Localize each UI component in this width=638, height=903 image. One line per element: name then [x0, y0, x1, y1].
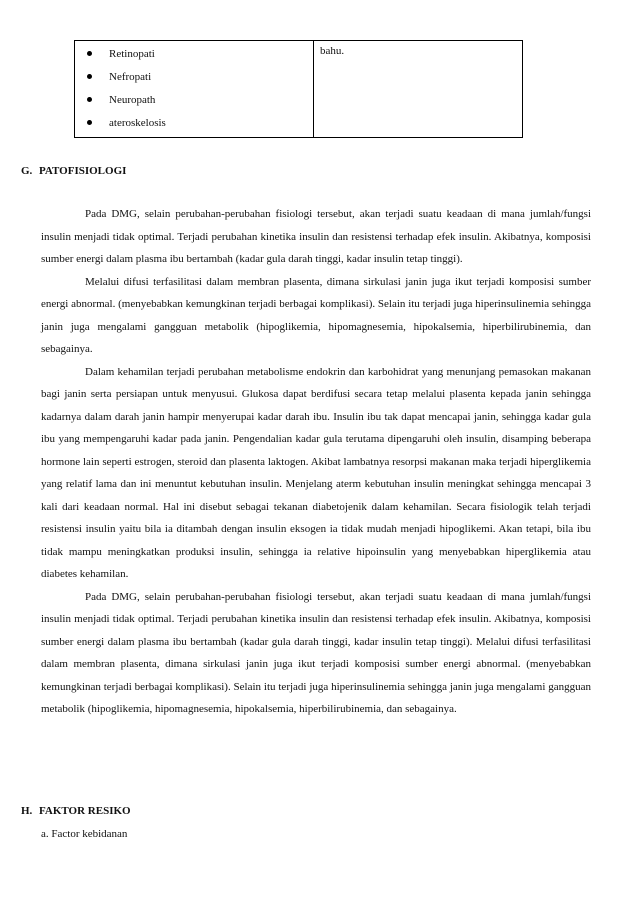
section-number: H.	[21, 805, 33, 817]
sub-item: a. Factor kebidanan	[41, 828, 128, 840]
list-item-text: ateroskelosis	[109, 117, 166, 129]
section-title: FAKTOR RESIKO	[39, 805, 131, 817]
list-item	[75, 89, 305, 111]
list-item	[75, 112, 305, 134]
paragraph: Pada DMG, selain perubahan-perubahan fisiologi tersebut, akan terjadi suatu keadaan di mana jumlah/fungsi insulin menjadi tidak optimal. Terjadi perubahan kinetika insulin dan resistensi terhadap efek insulin. Akibatnya, komposisi sumber energi dalam plasma ibu bertambah (kadar gula darah tinggi, kadar insulin tetap tinggi). Melalui difusi terfasilitasi dalam membran plasenta, dimana sirkulasi janin juga ikut terjadi komposisi sumber energi abnormal. (menyebabkan kemungkinan terjadi berbagai komplikasi). Selain itu terjadi juga hiperinsulinemia sehingga janin juga mengalami gangguan metabolik (hipoglikemia, hipomagnesemia, hipokalsemia, hiperbilirubinemia, dan sebagainya.	[41, 590, 591, 715]
bullet-icon	[87, 97, 92, 102]
list-item-text: Nefropati	[109, 71, 152, 83]
list-item-text: Retinopati	[109, 48, 155, 60]
section-heading-h	[21, 803, 131, 819]
bullet-icon	[87, 120, 92, 125]
list-item-text: Neuropath	[109, 94, 156, 106]
list-item	[75, 43, 305, 65]
paragraph: Melalui difusi terfasilitasi dalam membran plasenta, dimana sirkulasi janin juga ikut terjadi komposisi sumber energi abnormal. (menyebabkan kemungkinan terjadi berbagai komplikasi). Selain itu terjadi juga hiperinsulinemia sehingga janin juga mengalami gangguan metabolik (hipoglikemia, hipomagnesemia, hipokalsemia, hiperbilirubinemia, dan sebagainya.	[41, 275, 591, 355]
section-heading-g	[21, 163, 126, 179]
bullet-icon	[87, 51, 92, 56]
section-title: PATOFISIOLOGI	[39, 165, 127, 177]
table-right-cell: bahu.	[320, 45, 345, 57]
bullet-icon	[87, 74, 92, 79]
paragraph: Dalam kehamilan terjadi perubahan metabolisme endokrin dan karbohidrat yang menunjang pemasokan makanan bagi janin serta persiapan untuk menyusui. Glukosa dapat berdifusi secara tetap melalui plasenta kepada janin sehingga kadarnya dalam darah janin hampir menyerupai kadar darah ibu. Insulin ibu tak dapat mencapai janin, sehingga kadar gula ibu yang mempengaruhi kadar pada janin. Pengendalian kadar gula terutama dipengaruhi oleh insulin, disamping beberapa hormone lain seperti estrogen, steroid dan plasenta laktogen. Akibat lambatnya resorpsi makanan maka terjadi hiperglikemia yang relatif lama dan ini menuntut kebutuhan insulin. Menjelang aterm kebutuhan insulin meningkat sehingga mencapai 3 kali dari keadaan normal. Hal ini disebut sebagai tekanan diabetojenik dalam kehamilan. Secara fisiologik telah terjadi resistensi insulin yaitu bila ia ditambah dengan insulin eksogen ia tidak mudah menjadi hipoglikemi. Akan tetapi, bila ibu tidak mampu meningkatkan produksi insulin, sehingga ia relative hipoinsulin yang menyebabkan hiperglikemia atau diabetes kehamilan.	[41, 365, 591, 580]
table-fragment	[74, 40, 523, 138]
section-number: G.	[21, 165, 33, 177]
list-item	[75, 66, 305, 88]
table-column-divider	[313, 41, 314, 137]
paragraph: Pada DMG, selain perubahan-perubahan fisiologi tersebut, akan terjadi suatu keadaan di mana jumlah/fungsi insulin menjadi tidak optimal. Terjadi perubahan kinetika insulin dan resistensi terhadap efek insulin. Akibatnya, komposisi sumber energi dalam plasma ibu bertambah (kadar gula darah tinggi, kadar insulin tetap tinggi).	[41, 208, 591, 265]
section-g-body	[41, 203, 591, 721]
